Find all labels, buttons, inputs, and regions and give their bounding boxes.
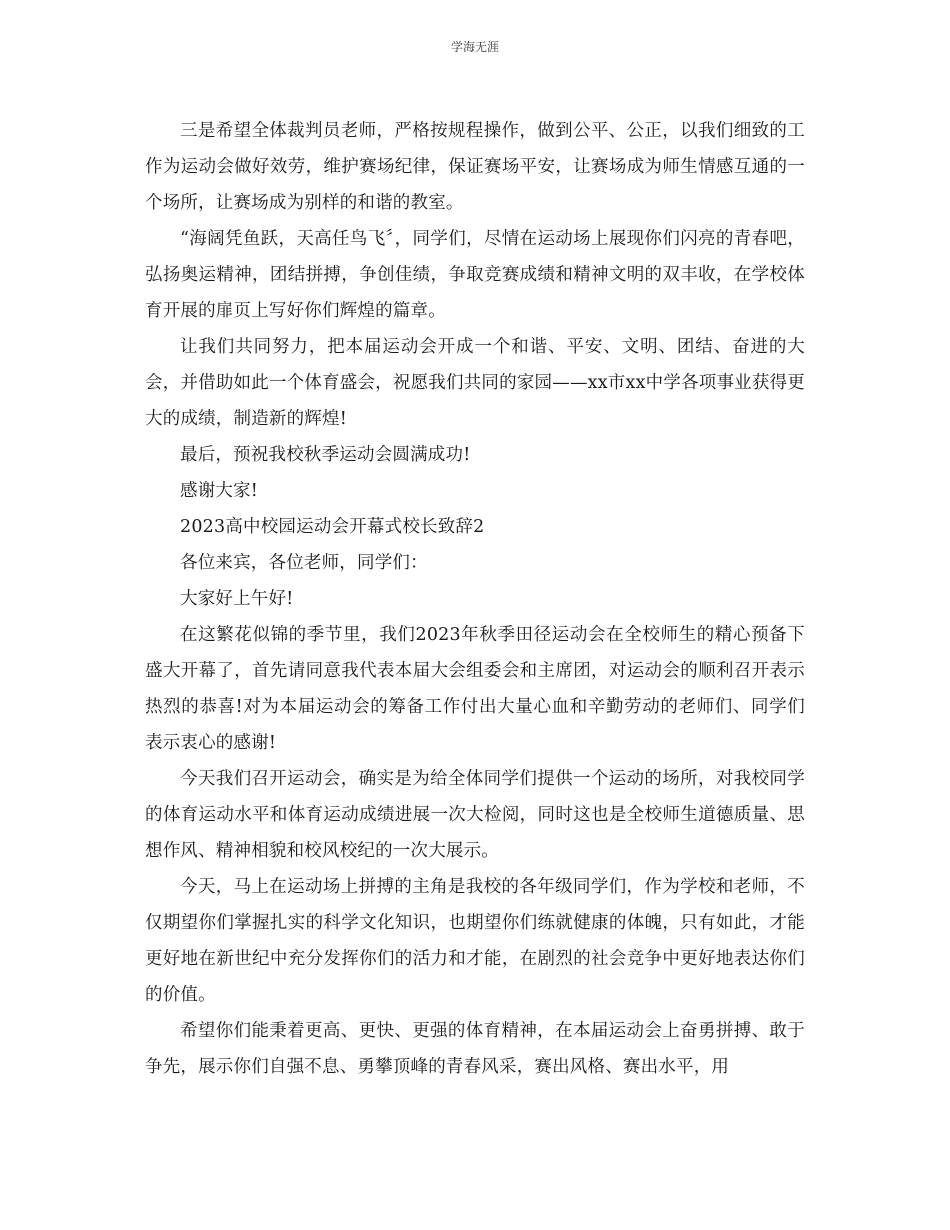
salutation: 各位来宾，各位老师，同学们：: [180, 553, 428, 573]
paragraph: 感谢大家!: [180, 481, 259, 501]
document-body: [145, 113, 805, 1085]
paragraph: 最后，预祝我校秋季运动会圆满成功!: [180, 445, 471, 465]
section-title: 2023高中校园运动会开幕式校长致辞2: [180, 517, 485, 537]
paragraph: 今天，马上在运动场上拼搏的主角是我校的各年级同学们，作为学校和老师，不仅期望你们掌握扎实的科学文化知识，也期望你们练就健康的体魄，只有如此，才能更好地在新世纪中充分发挥你们的活力和才能，在剧烈的社会竞争中更好地表达你们的价值。: [145, 877, 805, 1005]
greeting: 大家好上午好!: [180, 589, 294, 609]
paragraph: “海阔凭鱼跃，天高任鸟飞〞，同学们，尽情在运动场上展现你们闪亮的青春吧，弘扬奥运精神，团结拼搏，争创佳绩，争取竞赛成绩和精神文明的双丰收，在学校体育开展的扉页上写好你们辉煌的篇章。: [145, 229, 805, 321]
paragraph: 三是希望全体裁判员老师，严格按规程操作，做到公平、公正，以我们细致的工作为运动会做好效劳，维护赛场纪律，保证赛场平安，让赛场成为师生情感互通的一个场所，让赛场成为别样的和谐的教室。: [145, 121, 805, 213]
page-header: 学海无涯: [450, 40, 499, 54]
paragraph: 希望你们能秉着更高、更快、更强的体育精神，在本届运动会上奋勇拼搏、敢于争先，展示你们自强不息、勇攀顶峰的青春风采，赛出风格、赛出水平，用: [145, 1021, 805, 1077]
paragraph: 在这繁花似锦的季节里，我们2023年秋季田径运动会在全校师生的精心预备下盛大开幕了，首先请同意我代表本届大会组委会和主席团，对运动会的顺利召开表示热烈的恭喜!对为本届运动会的筹备工作付出大量心血和辛勤劳动的老师们、同学们表示衷心的感谢!: [145, 625, 805, 753]
paragraph: 让我们共同努力，把本届运动会开成一个和谐、平安、文明、团结、奋进的大会，并借助如此一个体育盛会，祝愿我们共同的家园——xx市xx中学各项事业获得更大的成绩，制造新的辉煌!: [145, 337, 805, 429]
paragraph: 今天我们召开运动会，确实是为给全体同学们提供一个运动的场所，对我校同学的体育运动水平和体育运动成绩进展一次大检阅，同时这也是全校师生道德质量、思想作风、精神相貌和校风校纪的一次大展示。: [145, 769, 805, 861]
